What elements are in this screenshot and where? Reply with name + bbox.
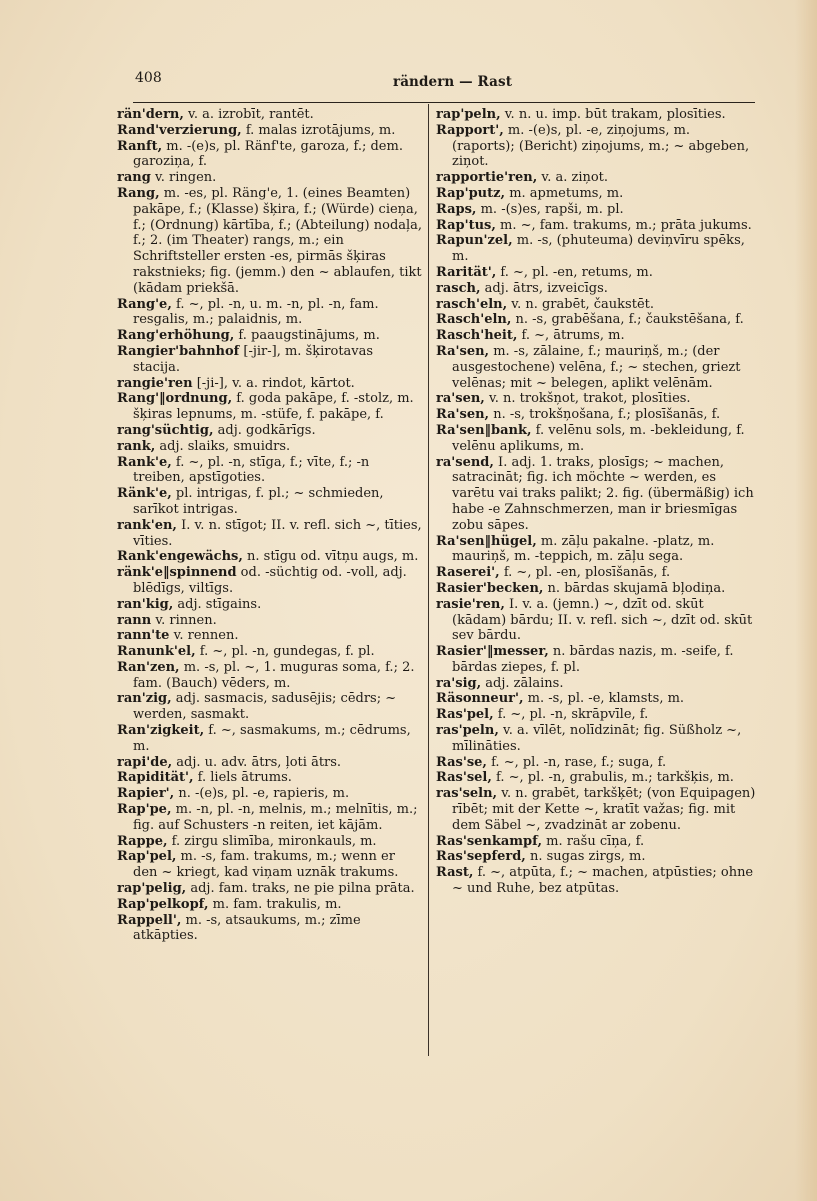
dictionary-entry xyxy=(436,581,756,597)
entry-headword: ran'kig, xyxy=(117,596,174,612)
dictionary-entry xyxy=(436,202,756,218)
dictionary-entry xyxy=(436,123,756,170)
entry-definition: od. -süchtig od. -voll, adj. blēdīgs, viltīgs. xyxy=(133,565,407,596)
entry-definition: v. a. vīlēt, nolīdzināt; fig. Süßholz ~, mīlināties. xyxy=(452,723,742,754)
entry-headword: Rapun'zel, xyxy=(436,233,513,249)
entry-headword: Ras'senkampf, xyxy=(436,833,542,849)
entry-headword: Ra'sen, xyxy=(436,343,490,359)
dictionary-entry xyxy=(117,518,423,550)
dictionary-entry xyxy=(117,613,423,629)
entry-definition: m. -s, pl. ~, 1. muguras soma, f.; 2. fam. (Bauch) vēders, m. xyxy=(133,659,415,691)
entry-headword: Rasch'heit, xyxy=(436,328,518,344)
entry-definition: f. paaugstinājums, m. xyxy=(234,328,380,344)
entry-definition: v. n. grabēt, čaukstēt. xyxy=(507,296,654,312)
entry-definition: pl. intrigas, f. pl.; ~ schmieden, sarīkot intrigas. xyxy=(133,486,384,517)
entry-definition: f. zirgu slimība, mironkauls, m. xyxy=(167,833,377,849)
dictionary-entry xyxy=(436,786,756,833)
entry-headword: Rap'tus, xyxy=(436,217,496,233)
dictionary-entry xyxy=(117,107,423,123)
entry-definition: f. malas izrotājums, m. xyxy=(241,122,396,138)
dictionary-entry xyxy=(117,660,423,692)
entry-definition: v. a. izrobīt, rantēt. xyxy=(183,107,314,122)
dictionary-entry xyxy=(117,423,423,439)
entry-definition: f. liels ātrums. xyxy=(193,770,292,786)
entry-headword: ras'peln, xyxy=(436,723,499,739)
dictionary-entry xyxy=(436,407,756,423)
dictionary-entry xyxy=(436,423,756,455)
entry-headword: ran'zig, xyxy=(117,691,172,707)
entry-headword: ra'sen, xyxy=(436,391,485,407)
dictionary-entry xyxy=(117,802,423,834)
entry-headword: ra'send, xyxy=(436,454,494,470)
dictionary-entry xyxy=(436,755,756,771)
dictionary-entry xyxy=(436,865,756,897)
dictionary-entry xyxy=(117,376,423,392)
entry-headword: Rast, xyxy=(436,865,474,881)
entry-definition: adj. zālains. xyxy=(481,675,564,691)
dictionary-entry xyxy=(117,770,423,786)
entry-headword: ränk'e‖spinnend xyxy=(117,565,237,581)
dictionary-entry xyxy=(117,913,423,945)
entry-definition: m. -(s)es, rapši, m. pl. xyxy=(476,201,624,217)
entry-definition: f. ~, pl. -n, skrāpvīle, f. xyxy=(493,707,649,723)
dictionary-entry xyxy=(436,676,756,692)
dictionary-entry xyxy=(117,723,423,755)
entry-definition: n. bārdas skujamā bļodiņa. xyxy=(543,580,726,596)
entry-definition: v. n. grabēt, tarkšķēt; (von Equipagen) rībēt; mit der Kette ~, kratīt važas; fig. mit dem Säbel ~, zvadzināt ar zobenu. xyxy=(452,786,756,833)
dictionary-entry xyxy=(117,881,423,897)
entry-headword: Räsonneur', xyxy=(436,691,524,707)
entry-headword: rasch, xyxy=(436,280,481,296)
entry-definition: n. -(e)s, pl. -e, rapieris, m. xyxy=(174,786,350,802)
entry-definition: f. goda pakāpe, f. -stolz, m. šķiras lepnums, m. -stüfe, f. pakāpe, f. xyxy=(133,391,414,423)
dictionary-entry xyxy=(117,549,423,565)
dictionary-entry xyxy=(117,139,423,171)
entry-definition: f. ~, atpūta, f.; ~ machen, atpūsties; ohne ~ und Ruhe, bez atpūtas. xyxy=(452,865,754,897)
dictionary-entry xyxy=(117,786,423,802)
entry-definition: f. ~, pl. -n, stīga, f.; vīte, f.; -n treiben, apstīgoties. xyxy=(133,454,370,486)
entry-definition: m. -s, atsaukums, m.; zīme atkāpties. xyxy=(133,912,361,944)
dictionary-entry xyxy=(117,344,423,376)
entry-headword: Rasch'eln, xyxy=(436,312,512,328)
dictionary-entry xyxy=(117,455,423,487)
dictionary-entry xyxy=(436,281,756,297)
entry-headword: rän'dern, xyxy=(117,107,184,122)
dictionary-entry xyxy=(117,834,423,850)
entry-headword: Rang'erhöhung, xyxy=(117,328,235,344)
entry-headword: rann xyxy=(117,612,152,628)
entry-definition: m. -s, (phuteuma) deviņvīru spēks, m. xyxy=(452,233,745,265)
entry-headword: Rapidität', xyxy=(117,770,194,786)
entry-definition: adj. godkārīgs. xyxy=(213,422,316,438)
entry-headword: rasie'ren, xyxy=(436,596,505,612)
entry-definition: m. zāļu pakalne. -platz, m. mauriņš, m. -teppich, m. zāļu sega. xyxy=(452,533,715,565)
entry-headword: rang xyxy=(117,170,151,186)
dictionary-entry xyxy=(436,644,756,676)
dictionary-entry xyxy=(436,312,756,328)
entry-headword: ras'seln, xyxy=(436,786,498,802)
entry-definition: n. -s, grabēšana, f.; čaukstēšana, f. xyxy=(511,312,744,328)
dictionary-entry xyxy=(117,297,423,329)
dictionary-entry xyxy=(436,344,756,391)
entry-headword: Ras'sepferd, xyxy=(436,849,526,865)
entry-headword: Rarität', xyxy=(436,264,497,280)
dictionary-entry xyxy=(117,628,423,644)
entry-headword: Rapier', xyxy=(117,786,175,802)
dictionary-entry xyxy=(117,755,423,771)
dictionary-entry xyxy=(436,218,756,234)
entry-definition: f. ~, pl. -n, gundegas, f. pl. xyxy=(195,644,375,660)
entry-definition: f. ~, pl. -n, rase, f.; suga, f. xyxy=(486,754,667,770)
entry-headword: Ra'sen‖hügel, xyxy=(436,533,537,549)
entry-definition: m. -(e)s, pl. -e, ziņojums, m. (raports); (Bericht) ziņojums, m.; ~ abgeben, ziņot. xyxy=(452,122,750,170)
entry-headword: Ra'sen‖bank, xyxy=(436,422,532,438)
entry-definition: n. stīgu od. vītņu augs, m. xyxy=(242,549,419,565)
entry-headword: rank, xyxy=(117,438,156,454)
entry-headword: Rap'pelkopf, xyxy=(117,896,209,912)
entry-definition: f. ~, pl. -en, plosīšanās, f. xyxy=(499,565,671,581)
dictionary-entry xyxy=(436,565,756,581)
entry-definition: v. rinnen. xyxy=(151,612,217,628)
entry-definition: I. v. a. (jemn.) ~, dzīt od. skūt (kādam) bārdu; II. v. refl. sich ~, dzīt od. skūt sev bārdu. xyxy=(452,596,753,644)
entry-definition: f. ~, ātrums, m. xyxy=(517,328,625,344)
dictionary-entry xyxy=(436,770,756,786)
entry-definition: v. n. u. imp. būt trakam, plosīties. xyxy=(500,107,726,122)
entry-headword: rangie'ren xyxy=(117,375,193,391)
entry-definition: v. ringen. xyxy=(150,170,217,186)
entry-definition: adj. slaiks, smuidrs. xyxy=(155,438,291,454)
entry-definition: v. n. trokšņot, trakot, plosīties. xyxy=(484,391,691,407)
entry-definition: adj. stīgains. xyxy=(173,596,262,612)
dictionary-entry xyxy=(436,707,756,723)
dictionary-entry xyxy=(436,233,756,265)
entry-headword: Rasier'becken, xyxy=(436,580,544,596)
entry-headword: rasch'eln, xyxy=(436,296,508,312)
entry-headword: Ra'sen, xyxy=(436,407,490,423)
dictionary-entry xyxy=(117,565,423,597)
dictionary-entry xyxy=(117,186,423,297)
entry-definition: adj. u. adv. ātrs, ļoti ātrs. xyxy=(172,754,342,770)
entry-definition: m. apmetums, m. xyxy=(505,185,624,201)
dictionary-entry xyxy=(117,691,423,723)
entry-headword: Ran'zen, xyxy=(117,659,180,675)
entry-headword: Ranft, xyxy=(117,138,163,154)
dictionary-entry xyxy=(117,849,423,881)
entry-headword: ra'sig, xyxy=(436,675,482,691)
entry-definition: n. -s, trokšņošana, f.; plosīšanās, f. xyxy=(489,407,721,423)
page-number: 408 xyxy=(135,70,162,86)
entry-headword: Rang'e, xyxy=(117,296,172,312)
entry-definition: n. sugas zirgs, m. xyxy=(525,849,646,865)
dictionary-entry xyxy=(117,597,423,613)
entry-definition: f. ~, pl. -n, grabulis, m.; tarkšķis, m. xyxy=(491,770,734,786)
entry-definition: m. -s, fam. trakums, m.; wenn er den ~ kriegt, kad viņam uznāk trakums. xyxy=(133,849,399,881)
entry-headword: Rang'‖ordnung, xyxy=(117,391,233,407)
entry-headword: rann'te xyxy=(117,628,170,644)
entry-headword: Rasier'‖messer, xyxy=(436,644,549,660)
page-edge-shadow xyxy=(795,0,817,1201)
entry-headword: Rank'engewächs, xyxy=(117,549,243,565)
dictionary-entry xyxy=(436,723,756,755)
dictionary-entry xyxy=(436,328,756,344)
column-divider xyxy=(428,104,429,1056)
entry-definition: f. ~, pl. -n, u. m. -n, pl. -n, fam. resgalis, m.; palaidnis, m. xyxy=(133,296,379,328)
entry-definition: [-ji-], v. a. rindot, kārtot. xyxy=(192,375,355,391)
dictionary-entry xyxy=(117,170,423,186)
entry-headword: Ras'sel, xyxy=(436,770,492,786)
dictionary-entry xyxy=(117,391,423,423)
dictionary-entry xyxy=(436,849,756,865)
entry-headword: Rappe, xyxy=(117,833,168,849)
entry-headword: Raserei', xyxy=(436,565,500,581)
dictionary-entry xyxy=(436,107,756,123)
entry-definition: m. -n, pl. -n, melnis, m.; melnītis, m.; fig. auf Schusters -n reiten, iet kājām. xyxy=(133,802,418,833)
entry-definition: m. -es, pl. Räng'e, 1. (eines Beamten) pakāpe, f.; (Klasse) šķira, f.; (Würde) cieņa, f.; (Ordnung) kārtība, f.; (Abteilung) nodaļa, f.; 2. (im Theater) rangs, m.; ein Schriftsteller ersten -es, pirmās šķiras rakstnieks; fig. (jemm.) den ~ ablaufen, tikt (kādam priekšā. xyxy=(133,185,423,296)
dictionary-entry xyxy=(436,297,756,313)
dictionary-entry xyxy=(436,265,756,281)
page-header xyxy=(133,70,755,92)
entry-definition: m. -s, pl. -e, klamsts, m. xyxy=(523,691,685,707)
entry-headword: Rappell', xyxy=(117,912,182,928)
entry-headword: rap'pelig, xyxy=(117,881,187,897)
entry-headword: Rap'putz, xyxy=(436,185,506,201)
entry-headword: Ras'pel, xyxy=(436,707,494,723)
entry-definition: m. rašu cīņa, f. xyxy=(541,833,645,849)
entry-headword: Rapport', xyxy=(436,122,504,138)
entry-headword: rapi'de, xyxy=(117,754,173,770)
dictionary-entry xyxy=(117,439,423,455)
dictionary-entry xyxy=(117,644,423,660)
entry-headword: rap'peln, xyxy=(436,107,501,122)
entry-headword: Raps, xyxy=(436,201,477,217)
dictionary-entry xyxy=(117,486,423,518)
dictionary-entry xyxy=(436,691,756,707)
entry-definition: I. v. n. stīgot; II. v. refl. sich ~, tīties, vīties. xyxy=(133,517,422,549)
entry-headword: rank'en, xyxy=(117,517,177,533)
entry-definition: adj. sasmacis, sadusējis; cēdrs; ~ werden, sasmakt. xyxy=(133,691,397,723)
entry-definition: adj. ātrs, izveicīgs. xyxy=(480,280,608,296)
entry-headword: Rank'e, xyxy=(117,454,172,470)
entry-headword: Rap'pel, xyxy=(117,849,177,865)
entry-definition: n. bārdas nazis, m. -seife, f. bārdas ziepes, f. pl. xyxy=(452,644,734,675)
entry-definition: I. adj. 1. traks, plosīgs; ~ machen, satracināt; fig. ich möchte ~ werden, es varētu vai traks palikt; 2. fig. (übermäßig) ich habe -e Zahnschmerzen, man ir briesmīgas zobu sāpes. xyxy=(452,454,754,533)
header-rule xyxy=(133,102,755,103)
dictionary-entry xyxy=(117,897,423,913)
entry-headword: Rang, xyxy=(117,185,160,201)
entry-headword: Rand'verzierung, xyxy=(117,122,242,138)
entry-definition: f. velēnu sols, m. -bekleidung, f. velēnu aplikums, m. xyxy=(452,422,745,454)
entry-headword: Ran'zigkeit, xyxy=(117,723,205,739)
entry-definition: v. rennen. xyxy=(169,628,239,644)
entry-headword: Ränk'e, xyxy=(117,486,172,502)
entry-definition: adj. fam. traks, ne pie pilna prāta. xyxy=(186,881,415,897)
entry-headword: Rap'pe, xyxy=(117,802,172,818)
left-column xyxy=(117,107,423,944)
entry-definition: v. a. ziņot. xyxy=(537,170,609,186)
dictionary-entry xyxy=(117,123,423,139)
dictionary-entry xyxy=(436,391,756,407)
entry-definition: m. -s, zālaine, f.; mauriņš, m.; (der ausgestochene) velēna, f.; ~ stechen, griezt velēnas; mit ~ belegen, aplikt velēnām. xyxy=(452,343,741,391)
dictionary-entry xyxy=(117,328,423,344)
entry-definition: [-jir-], m. šķirotavas stacija. xyxy=(133,343,374,375)
running-head: rändern — Rast xyxy=(393,74,513,90)
right-column xyxy=(436,107,756,897)
dictionary-entry xyxy=(436,534,756,566)
dictionary-entry xyxy=(436,170,756,186)
dictionary-entry xyxy=(436,597,756,644)
entry-definition: m. fam. trakulis, m. xyxy=(208,896,342,912)
entry-headword: Ras'se, xyxy=(436,754,487,770)
dictionary-entry xyxy=(436,834,756,850)
entry-headword: rapportie'ren, xyxy=(436,170,538,186)
entry-definition: f. ~, pl. -en, retums, m. xyxy=(496,264,653,280)
dictionary-entry xyxy=(436,186,756,202)
entry-headword: Ranunk'el, xyxy=(117,644,196,660)
entry-definition: f. ~, sasmakums, m.; cēdrums, m. xyxy=(133,723,411,754)
entry-headword: Rangier'bahnhof xyxy=(117,343,240,359)
entry-headword: rang'süchtig, xyxy=(117,422,214,438)
entry-definition: m. -(e)s, pl. Ränf'te, garoza, f.; dem. garoziņa, f. xyxy=(133,138,403,170)
dictionary-entry xyxy=(436,455,756,534)
entry-definition: m. ~, fam. trakums, m.; prāta jukums. xyxy=(495,217,752,233)
